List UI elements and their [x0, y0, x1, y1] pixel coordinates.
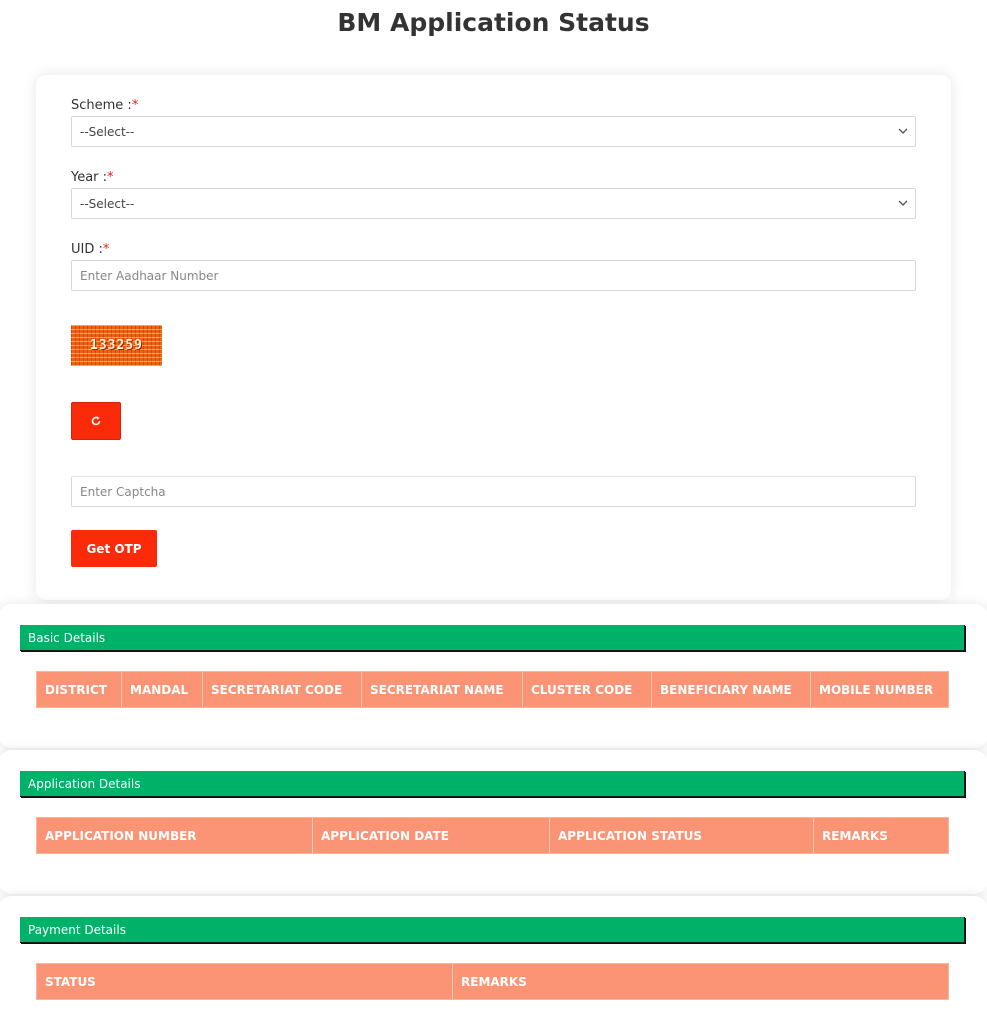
scheme-selected-value: --Select-- — [80, 124, 135, 139]
get-otp-button[interactable]: Get OTP — [71, 530, 157, 567]
uid-placeholder: Enter Aadhaar Number — [80, 268, 219, 283]
column-header: CLUSTER CODE — [523, 672, 652, 707]
column-header: STATUS — [37, 964, 453, 999]
page-title: BM Application Status — [337, 8, 650, 37]
column-header: BENEFICIARY NAME — [652, 672, 811, 707]
application-details-section — [0, 750, 987, 894]
column-header: REMARKS — [822, 828, 888, 843]
column-header: MANDAL — [122, 672, 203, 707]
column-header: DISTRICT — [37, 672, 122, 707]
refresh-icon — [90, 415, 102, 427]
required-marker: * — [131, 98, 139, 113]
basic-details-section — [0, 604, 987, 748]
basic-details-table-head — [36, 671, 949, 708]
column-header: SECRETARIAT CODE — [203, 672, 362, 707]
year-selected-value: --Select-- — [80, 196, 135, 211]
year-select[interactable] — [71, 188, 916, 219]
uid-input[interactable] — [71, 260, 916, 291]
year-label — [71, 170, 114, 185]
refresh-captcha-button[interactable] — [71, 402, 121, 440]
scheme-label — [71, 98, 138, 113]
payment-details-table-head — [36, 963, 949, 1000]
year-label-text: Year : — [71, 170, 108, 185]
column-header: SECRETARIAT NAME — [362, 672, 523, 707]
application-details-header: Application Details — [20, 771, 965, 797]
scheme-label-text: Scheme : — [71, 98, 132, 113]
required-marker: * — [102, 242, 110, 257]
scheme-select[interactable] — [71, 116, 916, 147]
required-marker: * — [107, 170, 114, 185]
basic-details-header: Basic Details — [20, 625, 965, 651]
column-header: REMARKS — [461, 974, 527, 989]
column-header: MOBILE NUMBER — [819, 682, 934, 697]
column-header: APPLICATION DATE — [313, 818, 550, 853]
column-header: APPLICATION NUMBER — [37, 818, 313, 853]
captcha-input[interactable] — [71, 476, 916, 507]
status-form — [36, 75, 951, 600]
payment-details-section — [0, 896, 987, 1024]
captcha-image: 133259 — [71, 325, 162, 366]
uid-label — [71, 242, 109, 257]
column-header: APPLICATION STATUS — [550, 818, 814, 853]
chevron-down-icon — [897, 125, 909, 137]
captcha-placeholder: Enter Captcha — [80, 484, 166, 499]
uid-label-text: UID : — [71, 242, 103, 257]
application-details-table-head — [36, 817, 949, 854]
chevron-down-icon — [897, 197, 909, 209]
payment-details-header: Payment Details — [20, 917, 965, 943]
